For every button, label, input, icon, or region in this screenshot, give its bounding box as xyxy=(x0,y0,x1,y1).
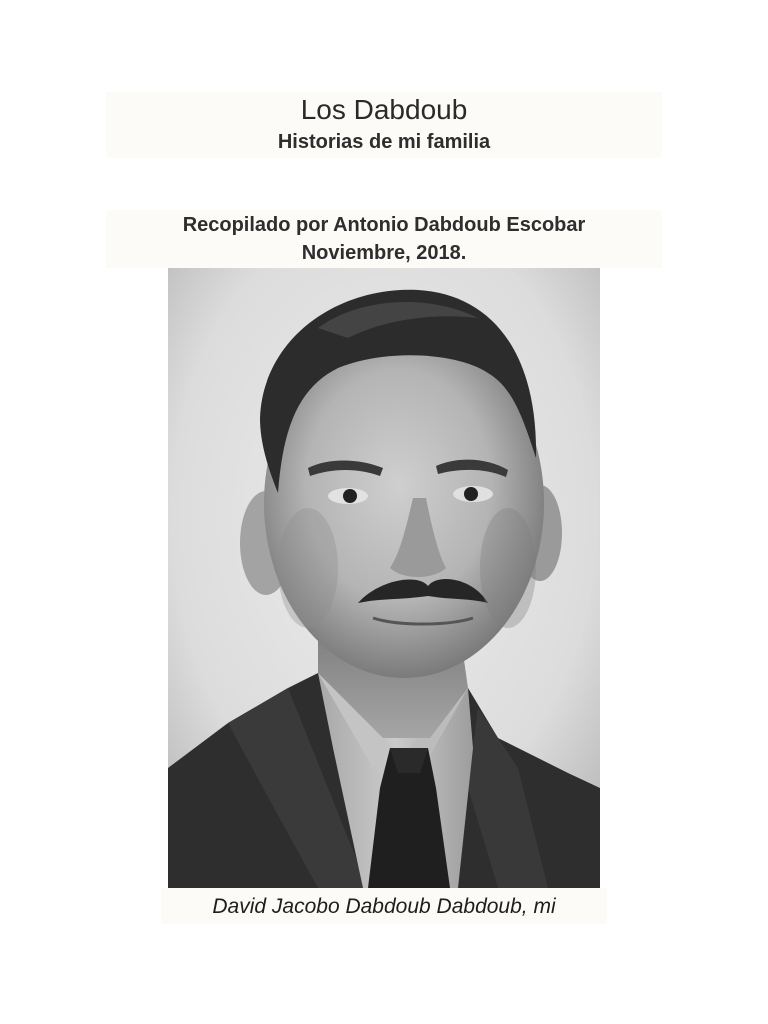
publication-date: Noviembre, 2018. xyxy=(301,242,467,264)
portrait-photo xyxy=(168,268,600,888)
photo-caption: David Jacobo Dabdoub Dabdoub, mi xyxy=(212,895,556,918)
compiler-credit: Recopilado por Antonio Dabdoub Escobar xyxy=(182,214,586,236)
document-title: Los Dabdoub xyxy=(300,94,468,125)
caption-block xyxy=(161,888,607,924)
credits-block xyxy=(106,210,662,268)
portrait-illustration xyxy=(168,268,600,888)
document-subtitle: Historias de mi familia xyxy=(277,131,491,153)
title-block xyxy=(106,92,662,158)
